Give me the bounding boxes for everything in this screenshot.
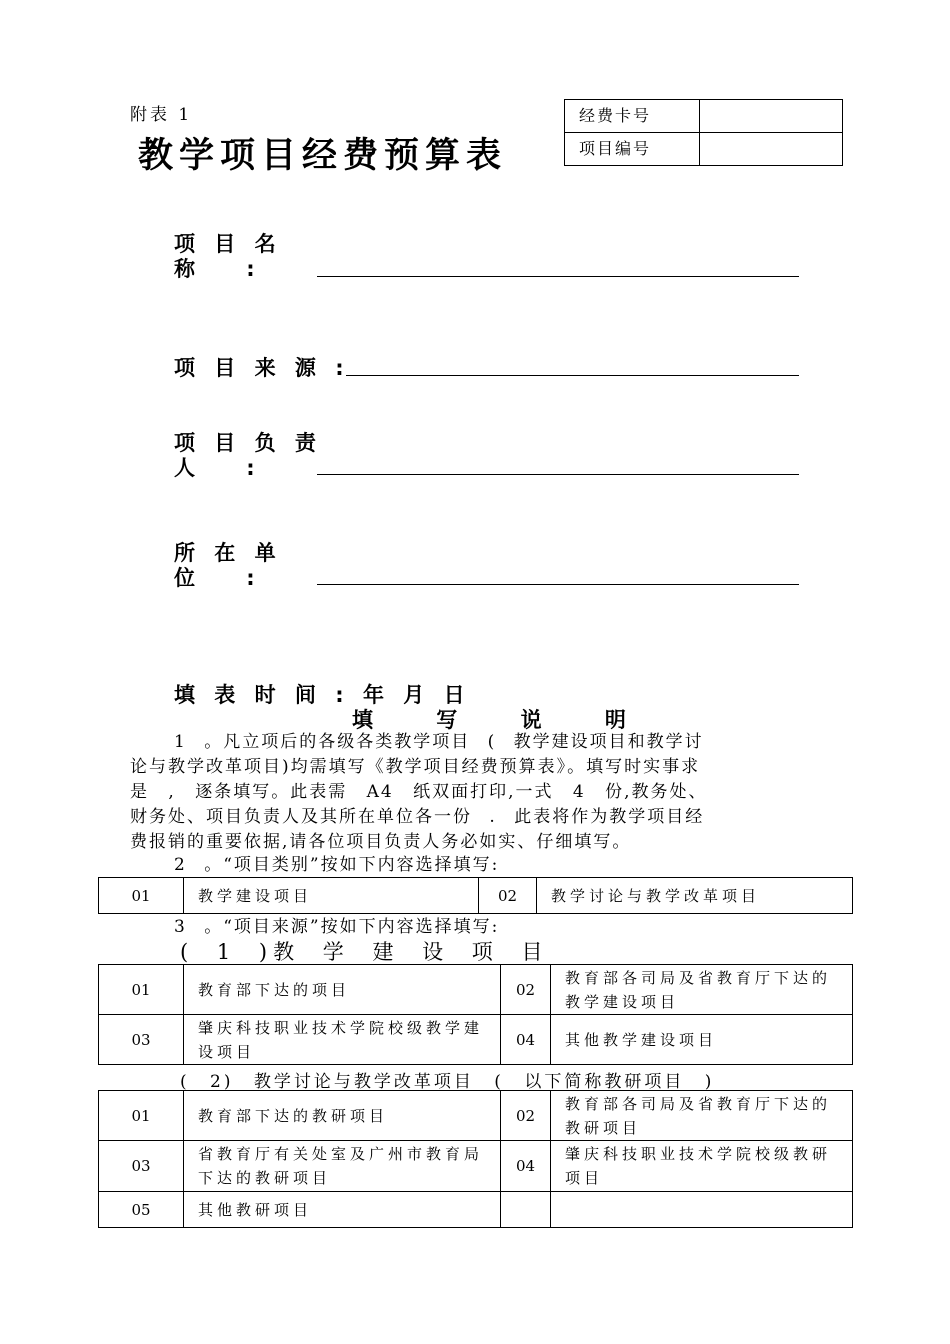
- project-name-label-b: 称 :: [174, 257, 255, 281]
- unit-label-b: 位 :: [174, 566, 255, 590]
- unit-label-a: 所 在 单: [174, 541, 276, 565]
- source-name: 教育部下达的项目: [184, 965, 501, 1015]
- source-code: 05: [99, 1192, 184, 1228]
- project-source-field[interactable]: [346, 375, 799, 376]
- source-table-construction: [98, 964, 853, 1065]
- category-name-2: 教学讨论与教学改革项目: [537, 878, 853, 914]
- source-code: 02: [501, 1091, 551, 1141]
- instructions-heading: 填 写 说 明: [352, 708, 626, 732]
- category-table: [98, 877, 853, 914]
- attachment-label: 附表 1: [130, 105, 193, 125]
- instruction-1-line-5: 费报销的重要依据,请各位项目负责人务必如实、仔细填写。: [130, 832, 632, 852]
- source-name: 教育部下达的教研项目: [184, 1091, 501, 1141]
- project-name-label-a: 项 目 名: [174, 232, 276, 256]
- instruction-3: 3 。“项目来源”按如下内容选择填写:: [174, 917, 500, 937]
- source-name: 肇庆科技职业技术学院校级教学建设项目: [184, 1015, 501, 1065]
- source-code: [501, 1192, 551, 1228]
- source-name: 其他教学建设项目: [551, 1015, 853, 1065]
- project-name-field[interactable]: [317, 276, 799, 277]
- source-table-research: [98, 1090, 853, 1228]
- category-code-2: 02: [479, 878, 537, 914]
- source-code: 01: [99, 965, 184, 1015]
- source-name: [551, 1192, 853, 1228]
- source-code: 04: [501, 1015, 551, 1065]
- instruction-2: 2 。“项目类别”按如下内容选择填写:: [174, 855, 500, 875]
- fund-card-field[interactable]: [700, 100, 843, 133]
- id-box: [564, 99, 843, 166]
- source-code: 03: [99, 1141, 184, 1192]
- subheading-teaching-research: ( 2) 教学讨论与教学改革项目 ( 以下简称教研项目 ): [180, 1072, 715, 1092]
- fund-card-label: 经费卡号: [565, 100, 700, 133]
- source-name: 教育部各司局及省教育厅下达的教学建设项目: [551, 965, 853, 1015]
- category-code-1: 01: [99, 878, 184, 914]
- project-number-field[interactable]: [700, 133, 843, 166]
- instruction-1-line-3: 是 , 逐条填写。此表需 A4 纸双面打印,一式 4 份,教务处、: [130, 782, 708, 802]
- instruction-1-line-4: 财务处、项目负责人及其所在单位各一份 . 此表将作为教学项目经: [130, 807, 705, 827]
- project-source-label: 项 目 来 源 :: [174, 356, 344, 380]
- source-code: 02: [501, 965, 551, 1015]
- source-name: 省教育厅有关处室及广州市教育局下达的教研项目: [184, 1141, 501, 1192]
- instruction-1-line-2: 论与教学改革项目)均需填写《教学项目经费预算表》。填写时实事求: [130, 757, 701, 777]
- project-leader-field[interactable]: [317, 474, 799, 475]
- source-code: 04: [501, 1141, 551, 1192]
- project-leader-label-a: 项 目 负 责: [174, 431, 316, 455]
- source-name: 其他教研项目: [184, 1192, 501, 1228]
- unit-field[interactable]: [317, 584, 799, 585]
- source-name: 教育部各司局及省教育厅下达的教研项目: [551, 1091, 853, 1141]
- source-code: 01: [99, 1091, 184, 1141]
- project-leader-label-b: 人 :: [174, 456, 255, 480]
- source-code: 03: [99, 1015, 184, 1065]
- instruction-1-line-1: 1 。凡立项后的各级各类教学项目 ( 教学建设项目和教学讨: [174, 732, 704, 752]
- source-name: 肇庆科技职业技术学院校级教研项目: [551, 1141, 853, 1192]
- subheading-teaching-construction: ( 1 )教 学 建 设 项 目: [180, 940, 549, 964]
- fill-date-label: 填 表 时 间 : 年 月 日: [174, 683, 465, 707]
- page-title: 教学项目经费预算表: [138, 136, 508, 176]
- category-name-1: 教学建设项目: [184, 878, 479, 914]
- project-number-label: 项目编号: [565, 133, 700, 166]
